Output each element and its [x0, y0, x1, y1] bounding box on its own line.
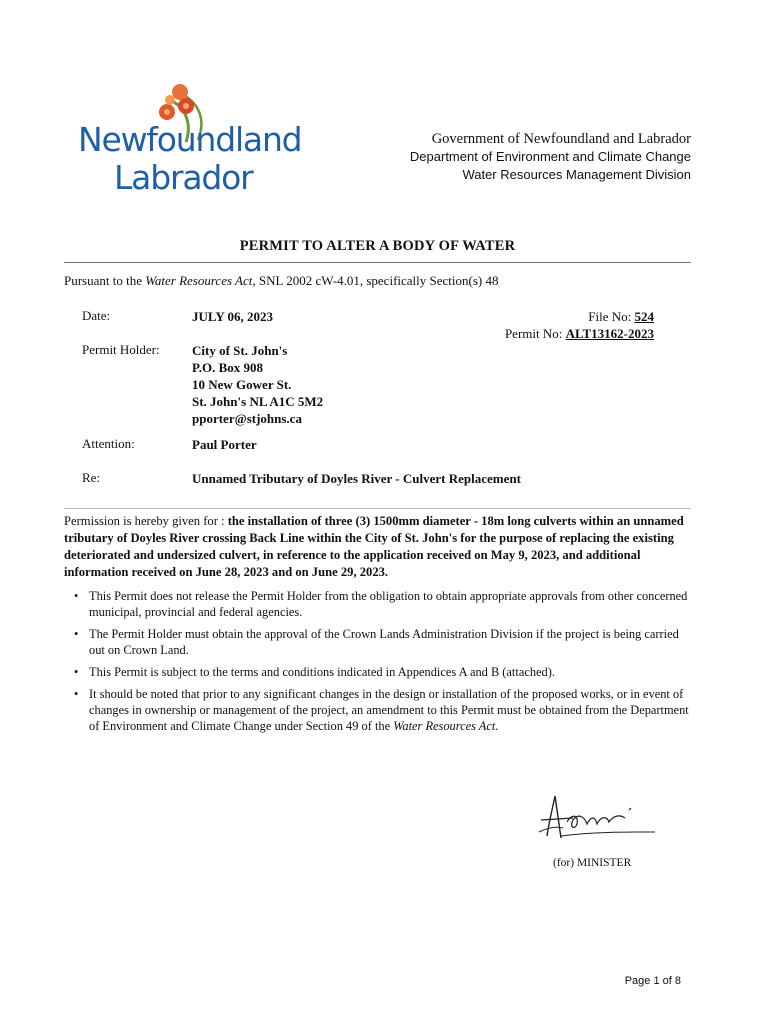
- permission-prefix: Permission is hereby given for :: [64, 514, 228, 528]
- division-name: Water Resources Management Division: [462, 167, 691, 182]
- nl-government-logo: [74, 80, 302, 198]
- conditions-list: [64, 588, 694, 740]
- department-name: Department of Environment and Climate Change: [409, 149, 691, 164]
- condition-end: .: [495, 719, 499, 733]
- file-no-value: 524: [634, 309, 654, 324]
- holder-line: P.O. Box 908: [192, 360, 264, 375]
- holder-line: City of St. John's: [192, 343, 288, 358]
- attention-label: Attention:: [82, 436, 135, 451]
- condition-item: [64, 626, 694, 658]
- permit-no-value: ALT13162-2023: [565, 326, 654, 341]
- re-value: Unnamed Tributary of Doyles River - Culvert Replacement: [192, 471, 521, 486]
- condition-item: [64, 664, 694, 680]
- permission-body: the installation of three (3) 1500mm diameter - 18m long culverts within an unnamed tributary of Doyles River crossing Back Line within the City of St. John's for the purpose of replacing the existing deteriorated and undersized culvert, in reference to the application received on May 9, 2023, and additional information received on June 28, 2023 and on June 29, 2023.: [64, 514, 684, 579]
- section-divider: [64, 508, 691, 509]
- permit-holder-label: Permit Holder:: [82, 342, 160, 357]
- condition-item: [64, 686, 694, 734]
- government-name: Government of Newfoundland and Labrador: [431, 131, 691, 147]
- title-divider: [64, 262, 691, 263]
- file-permit-numbers: [505, 308, 654, 342]
- pursuant-suffix: , SNL 2002 cW-4.01, specifically Section(s) 48: [252, 273, 499, 288]
- act-name: Water Resources Act: [145, 273, 253, 288]
- page-number: Page 1 of 8: [624, 975, 681, 987]
- date-value: JULY 06, 2023: [192, 309, 274, 324]
- condition-item: [64, 588, 694, 620]
- document-title: PERMIT TO ALTER A BODY OF WATER: [239, 238, 516, 254]
- pursuant-line: [64, 273, 498, 289]
- logo-labrador-text: Labrador: [114, 158, 253, 197]
- permit-no-line: [505, 325, 654, 342]
- permission-statement: [64, 513, 694, 581]
- permit-no-label: Permit No:: [504, 326, 566, 341]
- signature-caption: (for) MINISTER: [553, 857, 632, 869]
- department-header: [410, 130, 691, 184]
- file-no-line: [505, 308, 654, 325]
- logo-newfoundland-text: Newfoundland: [78, 120, 302, 159]
- condition-text: The Permit Holder must obtain the approval of the Crown Lands Administration Division if the project is being carried out on Crown Land.: [89, 627, 679, 657]
- condition-text: This Permit does not release the Permit Holder from the obligation to obtain appropriate approvals from other concerned municipal, provincial and federal agencies.: [89, 589, 688, 619]
- attention-value: Paul Porter: [192, 437, 257, 452]
- re-label: Re:: [82, 470, 101, 485]
- condition-text: This Permit is subject to the terms and conditions indicated in Appendices A and B (attached).: [89, 665, 555, 679]
- holder-email: pporter@stjohns.ca: [192, 411, 302, 426]
- minister-signature: [533, 792, 663, 848]
- act-name: Water Resources Act: [393, 719, 496, 733]
- pursuant-prefix: Pursuant to the: [64, 273, 146, 288]
- holder-line: 10 New Gower St.: [192, 377, 292, 392]
- condition-text: It should be noted that prior to any significant changes in the design or installation of the proposed works, or in event of changes in ownership or management of the project, an amendment to this Permit must be obtained from the Department of Environment and Climate Change under Section 49 of the: [89, 687, 689, 733]
- permit-holder-address: [192, 342, 323, 427]
- holder-line: St. John's NL A1C 5M2: [192, 394, 324, 409]
- date-label: Date:: [82, 308, 111, 323]
- file-no-label: File No:: [588, 309, 635, 324]
